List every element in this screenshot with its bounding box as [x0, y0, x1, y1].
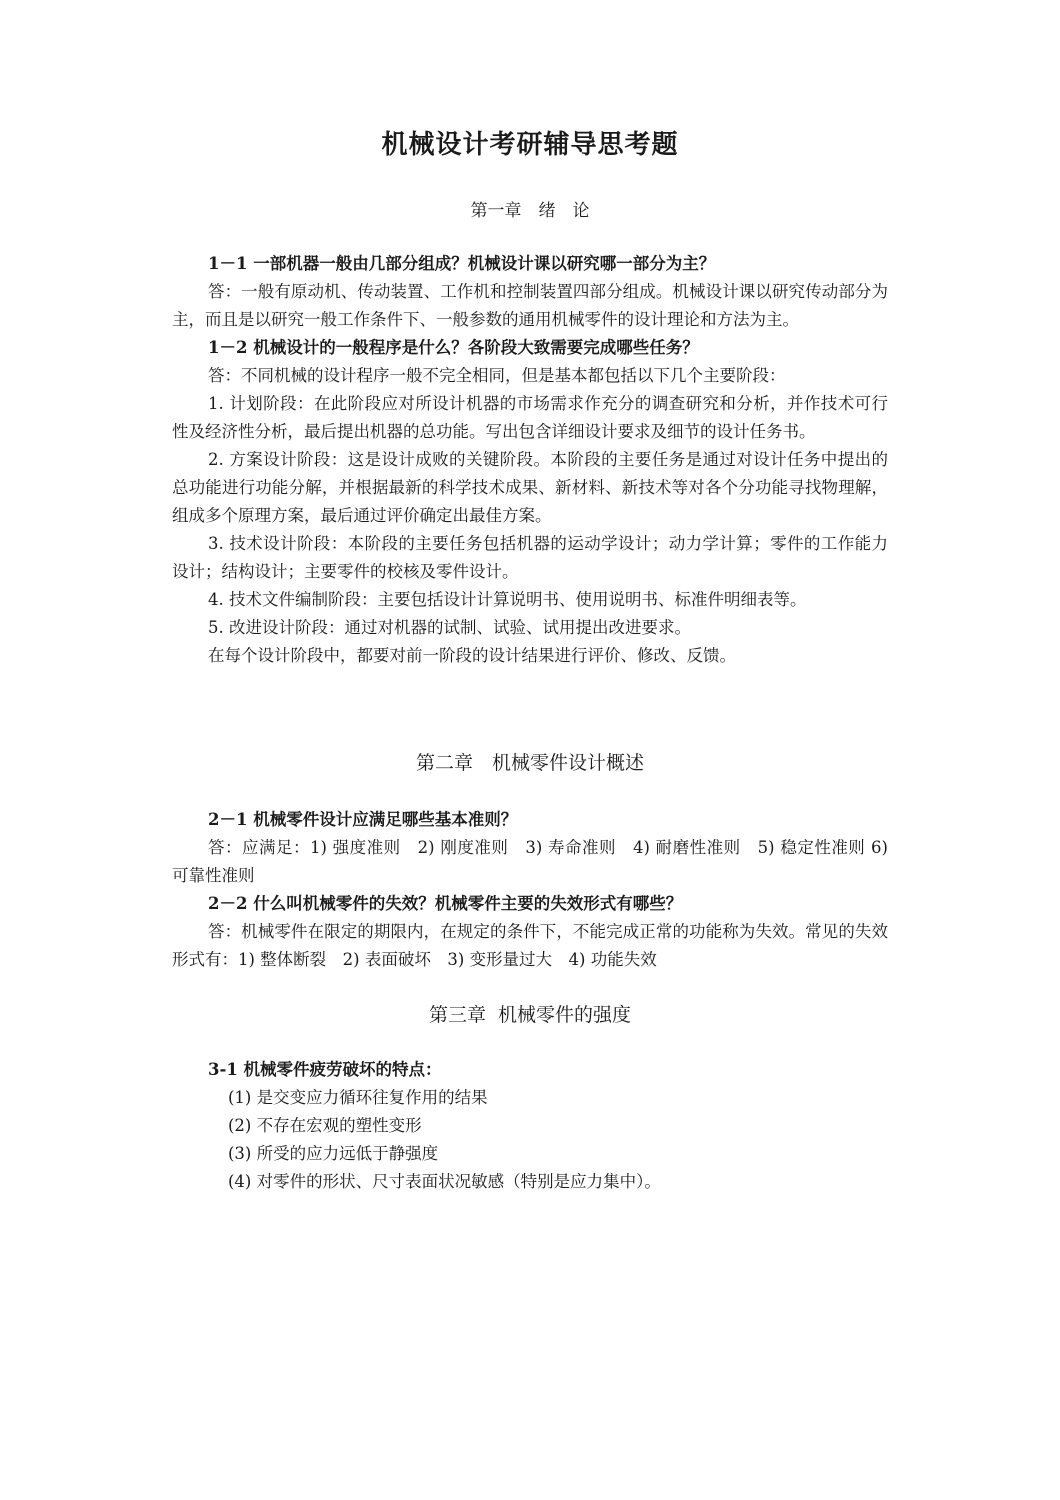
- list-item: (2) 不存在宏观的塑性变形: [228, 1116, 422, 1135]
- answer-1-2-intro: 答：不同机械的设计程序一般不完全相同，但是基本都包括以下几个主要阶段：: [208, 366, 786, 385]
- answer-1-2-stage-5: 5. 改进设计阶段：通过对机器的试制、试验、试用提出改进要求。: [208, 618, 691, 637]
- question-1-1: 1－1 一部机器一般由几部分组成？机械设计课以研究哪一部分为主？: [208, 254, 716, 273]
- chapter-3-content: [172, 1056, 888, 1196]
- question-2-2: 2－2 什么叫机械零件的失效？机械零件主要的失效形式有哪些？: [208, 894, 683, 913]
- answer-2-1: 答：应满足：1) 强度准则 2) 刚度准则 3) 寿命准则 4) 耐磨性准则 5) 稳定性准则 6) 可靠性准则: [172, 838, 888, 885]
- chapter-3-heading: 第三章 机械零件的强度: [428, 1004, 632, 1026]
- list-item: (3) 所受的应力远低于静强度: [228, 1144, 439, 1163]
- chapter-2-heading: 第二章 机械零件设计概述: [415, 752, 644, 774]
- answer-1-2-stage-2: 2. 方案设计阶段：这是设计成败的关键阶段。本阶段的主要任务是通过对设计任务中提出的总功能进行功能分解，并根据最新的科学技术成果、新材料、新技术等对各个分功能寻找物理解，组成多个原理方案，最后通过评价确定出最佳方案。: [172, 450, 888, 525]
- list-item: (4) 对零件的形状、尺寸表面状况敏感（特别是应力集中）。: [228, 1172, 661, 1191]
- page-title: 机械设计考研辅导思考题: [381, 130, 679, 160]
- question-1-2: 1－2 机械设计的一般程序是什么？各阶段大致需要完成哪些任务？: [208, 338, 699, 357]
- chapter-1-content: [172, 250, 888, 670]
- answer-2-2: 答：机械零件在限定的期限内，在规定的条件下，不能完成正常的功能称为失效。常见的失效形式有：1) 整体断裂 2) 表面破坏 3) 变形量过大 4) 功能失效: [172, 922, 888, 969]
- answer-1-2-stage-1: 1. 计划阶段：在此阶段应对所设计机器的市场需求作充分的调查研究和分析，并作技术可行性及经济性分析，最后提出机器的总功能。写出包含详细设计要求及细节的设计任务书。: [172, 394, 888, 441]
- chapter-2-content: [172, 806, 888, 974]
- answer-1-2-stage-4: 4. 技术文件编制阶段：主要包括设计计算说明书、使用说明书、标准件明细表等。: [208, 590, 807, 609]
- list-item: (1) 是交变应力循环往复作用的结果: [228, 1088, 488, 1107]
- answer-1-1: 答：一般有原动机、传动装置、工作机和控制装置四部分组成。机械设计课以研究传动部分为主，而且是以研究一般工作条件下、一般参数的通用机械零件的设计理论和方法为主。: [172, 282, 888, 329]
- answer-1-2-summary: 在每个设计阶段中，都要对前一阶段的设计结果进行评价、修改、反馈。: [208, 646, 736, 665]
- question-2-1: 2－1 机械零件设计应满足哪些基本准则？: [208, 810, 518, 829]
- chapter-1-heading: 第一章 绪 论: [470, 201, 590, 221]
- answer-1-2-stage-3: 3. 技术设计阶段：本阶段的主要任务包括机器的运动学设计；动力学计算；零件的工作能力设计；结构设计；主要零件的校核及零件设计。: [172, 534, 888, 581]
- question-3-1: 3-1 机械零件疲劳破坏的特点：: [208, 1060, 442, 1079]
